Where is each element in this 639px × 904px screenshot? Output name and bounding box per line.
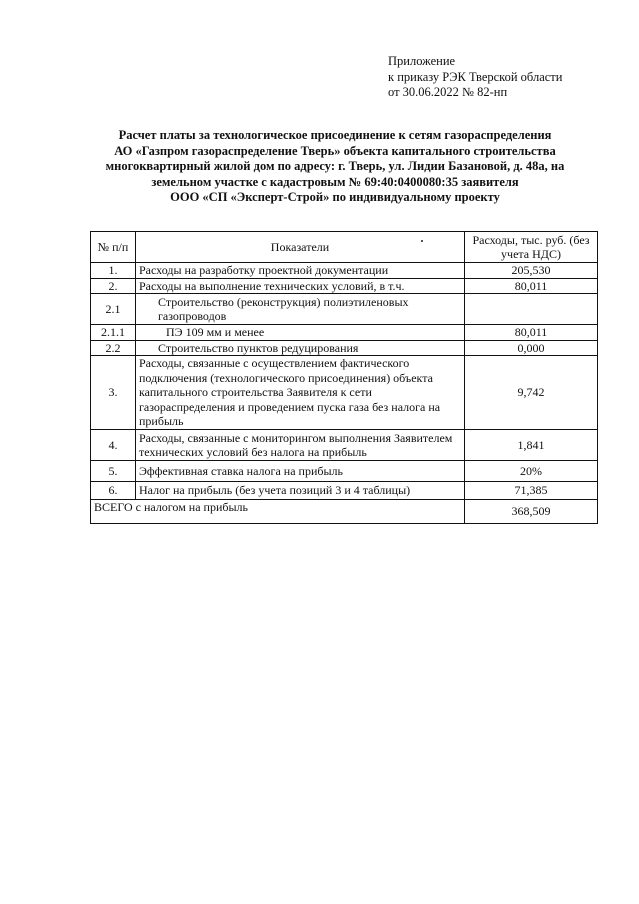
title-line-5: ООО «СП «Эксперт-Строй» по индивидуальному проекту (170, 190, 500, 204)
row-indicator: Расходы, связанные с мониторингом выполнения Заявителем технических условий без налога на прибыль (136, 430, 465, 461)
row-number: 1. (91, 263, 136, 279)
row-number: 2.1 (91, 294, 136, 325)
table-row (91, 482, 598, 500)
table-row (91, 340, 598, 356)
row-value: 1,841 (465, 430, 598, 461)
row-number: 3. (91, 356, 136, 430)
row-value: 80,011 (465, 278, 598, 294)
appendix-line-2: к приказу РЭК Тверской области (388, 69, 563, 84)
row-number: 2.1.1 (91, 325, 136, 341)
row-value: 71,385 (465, 482, 598, 500)
row-indicator: Расходы на выполнение технических условий, в т.ч. (136, 278, 465, 294)
scan-speck (421, 240, 423, 242)
row-indicator: Расходы, связанные с осуществлением фактического подключения (технологического присоединения) объекта капитального строительства Заявителя к сети газораспределения и проведением пуска газа без налога на прибыль (136, 356, 465, 430)
table-header-row (91, 232, 598, 263)
title-line-3: многоквартирный жилой дом по адресу: г. Тверь, ул. Лидии Базановой, д. 48а, на (105, 159, 565, 173)
row-number: 5. (91, 461, 136, 482)
table-row (91, 430, 598, 461)
row-number: 4. (91, 430, 136, 461)
appendix-reference (388, 54, 562, 101)
total-value: 368,509 (465, 500, 598, 524)
row-number: 6. (91, 482, 136, 500)
row-indicator: Эффективная ставка налога на прибыль (136, 461, 465, 482)
table-row (91, 294, 598, 325)
title-line-1: Расчет платы за технологическое присоединение к сетям газораспределения (118, 128, 552, 142)
header-costs: Расходы, тыс. руб. (без учета НДС) (465, 232, 598, 263)
table-row (91, 278, 598, 294)
total-label: ВСЕГО с налогом на прибыль (91, 500, 465, 524)
row-number: 2.2 (91, 340, 136, 356)
row-indicator: Строительство (реконструкция) полиэтиленовых газопроводов (136, 294, 465, 325)
table-row (91, 461, 598, 482)
row-value (465, 294, 598, 325)
row-indicator: Расходы на разработку проектной документации (136, 263, 465, 279)
table-row (91, 356, 598, 430)
appendix-line-3: от 30.06.2022 № 82-нп (388, 85, 508, 99)
row-number: 2. (91, 278, 136, 294)
table-row (91, 325, 598, 341)
title-line-2: АО «Газпром газораспределение Тверь» объекта капитального строительства (114, 143, 556, 158)
row-indicator: Строительство пунктов редуцирования (136, 340, 465, 356)
document-title (80, 128, 590, 206)
appendix-line-1: Приложение (388, 54, 456, 68)
row-value: 0,000 (465, 340, 598, 356)
row-value: 80,011 (465, 325, 598, 341)
title-line-4: земельном участке с кадастровым № 69:40:0400080:35 заявителя (151, 174, 519, 189)
row-indicator: ПЭ 109 мм и менее (136, 325, 465, 341)
header-number: № п/п (91, 232, 136, 263)
table-row (91, 263, 598, 279)
cost-table (90, 231, 598, 524)
row-value: 9,742 (465, 356, 598, 430)
table-total-row (91, 500, 598, 524)
row-indicator: Налог на прибыль (без учета позиций 3 и 4 таблицы) (136, 482, 465, 500)
row-value: 205,530 (465, 263, 598, 279)
row-value: 20% (465, 461, 598, 482)
header-indicators: Показатели (136, 232, 465, 263)
